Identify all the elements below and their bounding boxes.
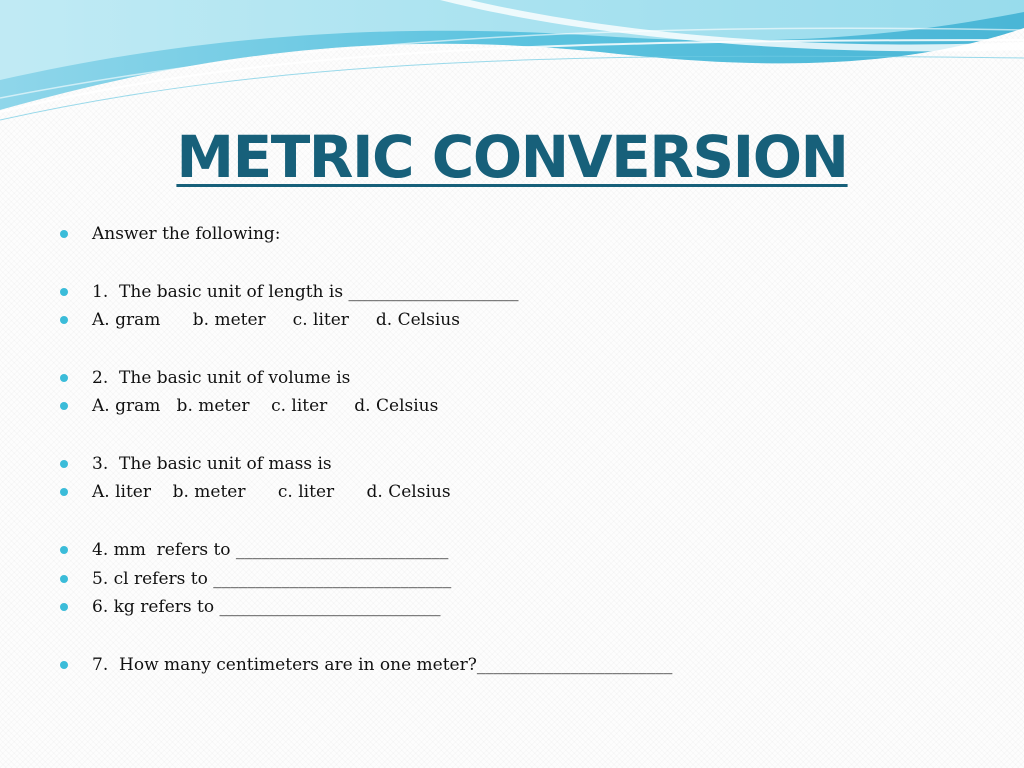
bullet-icon bbox=[60, 488, 68, 496]
bullet-icon bbox=[60, 288, 68, 296]
list-item bbox=[60, 653, 672, 677]
question-2: 2. The basic unit of volume is bbox=[92, 368, 351, 388]
instruction-text: Answer the following: bbox=[92, 224, 281, 244]
bullet-icon bbox=[60, 402, 68, 410]
list-item bbox=[60, 308, 460, 332]
question-1-options: A. gram b. meter c. liter d. Celsius bbox=[92, 310, 460, 330]
bullet-icon bbox=[60, 661, 68, 669]
question-3: 3. The basic unit of mass is bbox=[92, 454, 332, 474]
list-item bbox=[60, 366, 350, 390]
question-7: 7. How many centimeters are in one meter?_______________________ bbox=[92, 655, 673, 675]
bullet-icon bbox=[60, 546, 68, 554]
list-item bbox=[60, 394, 438, 418]
bullet-icon bbox=[60, 603, 68, 611]
list-item bbox=[60, 595, 440, 619]
question-5: 5. cl refers to ____________________________ bbox=[92, 569, 452, 589]
list-item bbox=[60, 538, 448, 562]
bullet-icon bbox=[60, 316, 68, 324]
list-item bbox=[60, 567, 451, 591]
bullet-icon bbox=[60, 230, 68, 238]
question-3-options: A. liter b. meter c. liter d. Celsius bbox=[92, 482, 451, 502]
question-6: 6. kg refers to __________________________ bbox=[92, 597, 441, 617]
list-item bbox=[60, 452, 332, 476]
question-1: 1. The basic unit of length is ____________________ bbox=[92, 282, 519, 302]
bullet-icon bbox=[60, 460, 68, 468]
list-item bbox=[60, 280, 518, 304]
bullet-icon bbox=[60, 374, 68, 382]
question-2-options: A. gram b. meter c. liter d. Celsius bbox=[92, 396, 439, 416]
list-item bbox=[60, 222, 281, 246]
slide-title-text: METRIC CONVERSION bbox=[176, 123, 848, 191]
list-item bbox=[60, 480, 451, 504]
question-4: 4. mm refers to _________________________ bbox=[92, 540, 449, 560]
bullet-icon bbox=[60, 575, 68, 583]
